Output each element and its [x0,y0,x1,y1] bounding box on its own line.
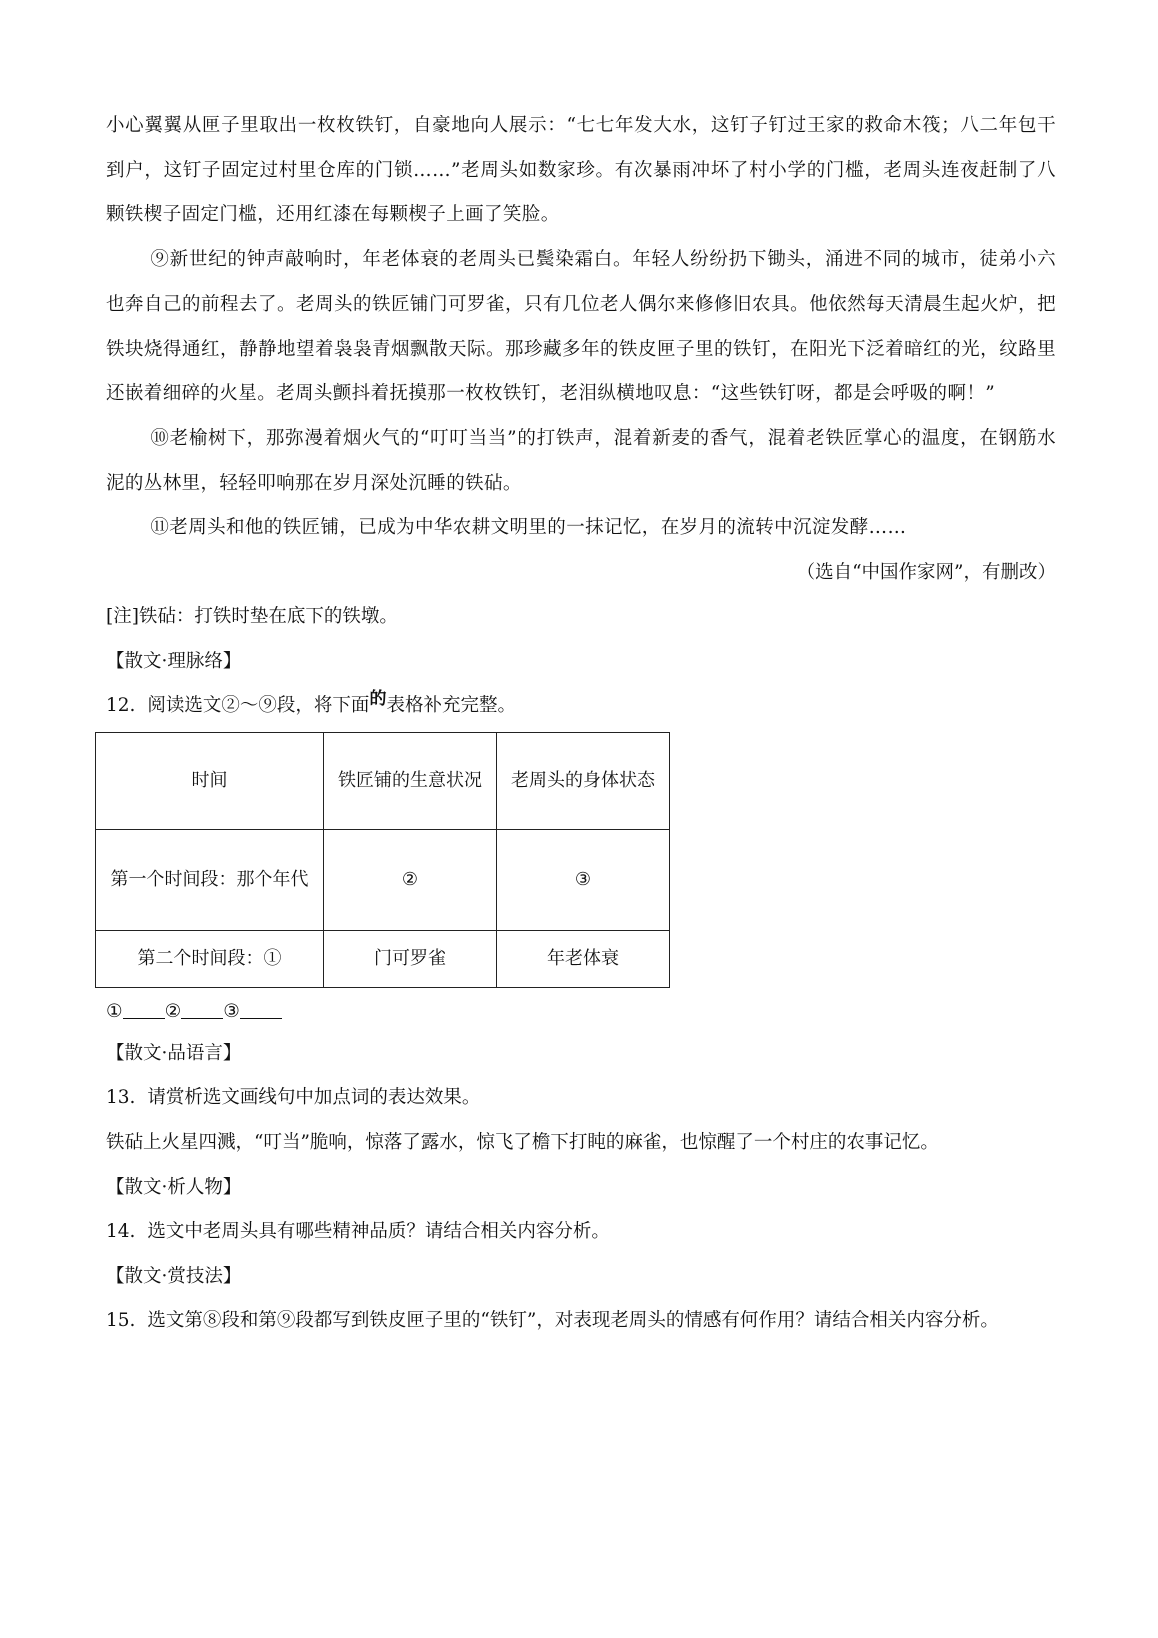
table-cell: 年老体衰 [497,930,670,987]
table-header-row [96,732,670,829]
table-header-cell: 老周头的身体状态 [497,732,670,829]
question-14 [106,1210,1056,1255]
answer-blank[interactable] [181,1000,223,1019]
question-13 [106,1076,1056,1121]
document-page [106,104,1056,1344]
answer-blanks [106,992,1056,1032]
question-text: 选文第⑧段和第⑨段都写到铁皮匣子里的“铁钉”，对表现老周头的情感有何作用？请结合相关内容分析。 [147,1310,999,1332]
answer-label: ③ [223,1000,240,1022]
source-citation: （选自“中国作家网”，有删改） [796,562,1056,584]
section-heading-character: 【散文·析人物】 [106,1176,242,1198]
footnote: [注]铁砧：打铁时垫在底下的铁墩。 [106,606,398,628]
answer-blank[interactable] [123,1000,165,1019]
paragraph-11: ⑪老周头和他的铁匠铺，已成为中华农耕文明里的一抹记忆，在岁月的流转中沉淀发酵…… [150,517,907,539]
question-number: 15. [106,1310,136,1332]
paragraph-10: ⑩老榆树下，那弥漫着烟火气的“叮叮当当”的打铁声，混着新麦的香气，混着老铁匠掌心的温度，在钢筋水泥的丛林里，轻轻叩响那在岁月深处沉睡的铁砧。 [106,427,1056,494]
table-cell: ② [324,829,497,930]
question-text: 阅读选文②～⑨段，将下面 [147,695,370,717]
answer-label: ① [106,1000,123,1022]
question-text-raised-char: 的 [369,689,387,710]
question-12 [106,684,1056,729]
table-row [96,829,670,930]
question-number: 14. [106,1221,136,1243]
table-row [96,930,670,987]
paragraph-9: ⑨新世纪的钟声敲响时，年老体衰的老周头已鬓染霜白。年轻人纷纷扔下锄头，涌进不同的城市，徒弟小六也奔自己的前程去了。老周头的铁匠铺门可罗雀，只有几位老人偶尔来修修旧农具。他依然每天清晨生起火炉，把铁块烧得通红，静静地望着袅袅青烟飘散天际。那珍藏多年的铁皮匣子里的铁钉，在阳光下泛着暗红的光，纹路里还嵌着细碎的火星。老周头颤抖着抚摸那一枚枚铁钉，老泪纵横地叹息：“这些铁钉呀，都是会呼吸的啊！” [106,249,1056,405]
table-cell: 第二个时间段：① [96,930,324,987]
table-header-cell: 时间 [96,732,324,829]
table-cell: ③ [497,829,670,930]
section-heading-language: 【散文·品语言】 [106,1042,242,1064]
question-number: 12. [106,695,136,717]
question-15 [106,1299,1056,1344]
fill-in-table [95,732,670,988]
paragraph-8-continued: 小心翼翼从匣子里取出一枚枚铁钉，自豪地向人展示：“七七年发大水，这钉子钉过王家的救命木筏；八二年包干到户，这钉子固定过村里仓库的门锁……”老周头如数家珍。有次暴雨冲坏了村小学的门槛，老周头连夜赶制了八颗铁楔子固定门槛，还用红漆在每颗楔子上画了笑脸。 [106,115,1056,226]
section-heading-technique: 【散文·赏技法】 [106,1265,242,1287]
question-number: 13. [106,1087,136,1109]
section-heading-structure: 【散文·理脉络】 [106,650,242,672]
table-cell: 门可罗雀 [324,930,497,987]
table-cell: 第一个时间段：那个年代 [96,829,324,930]
question-text: 选文中老周头具有哪些精神品质？请结合相关内容分析。 [147,1221,610,1243]
answer-blank[interactable] [240,1000,282,1019]
table-header-cell: 铁匠铺的生意状况 [324,732,497,829]
question-text: 表格补充完整。 [386,695,516,717]
quoted-sentence: 铁砧上火星四溅，“叮当”脆响，惊落了露水，惊飞了檐下打盹的麻雀，也惊醒了一个村庄的农事记忆。 [106,1132,939,1153]
answer-label: ② [164,1000,182,1022]
question-text: 请赏析选文画线句中加点词的表达效果。 [147,1087,481,1109]
